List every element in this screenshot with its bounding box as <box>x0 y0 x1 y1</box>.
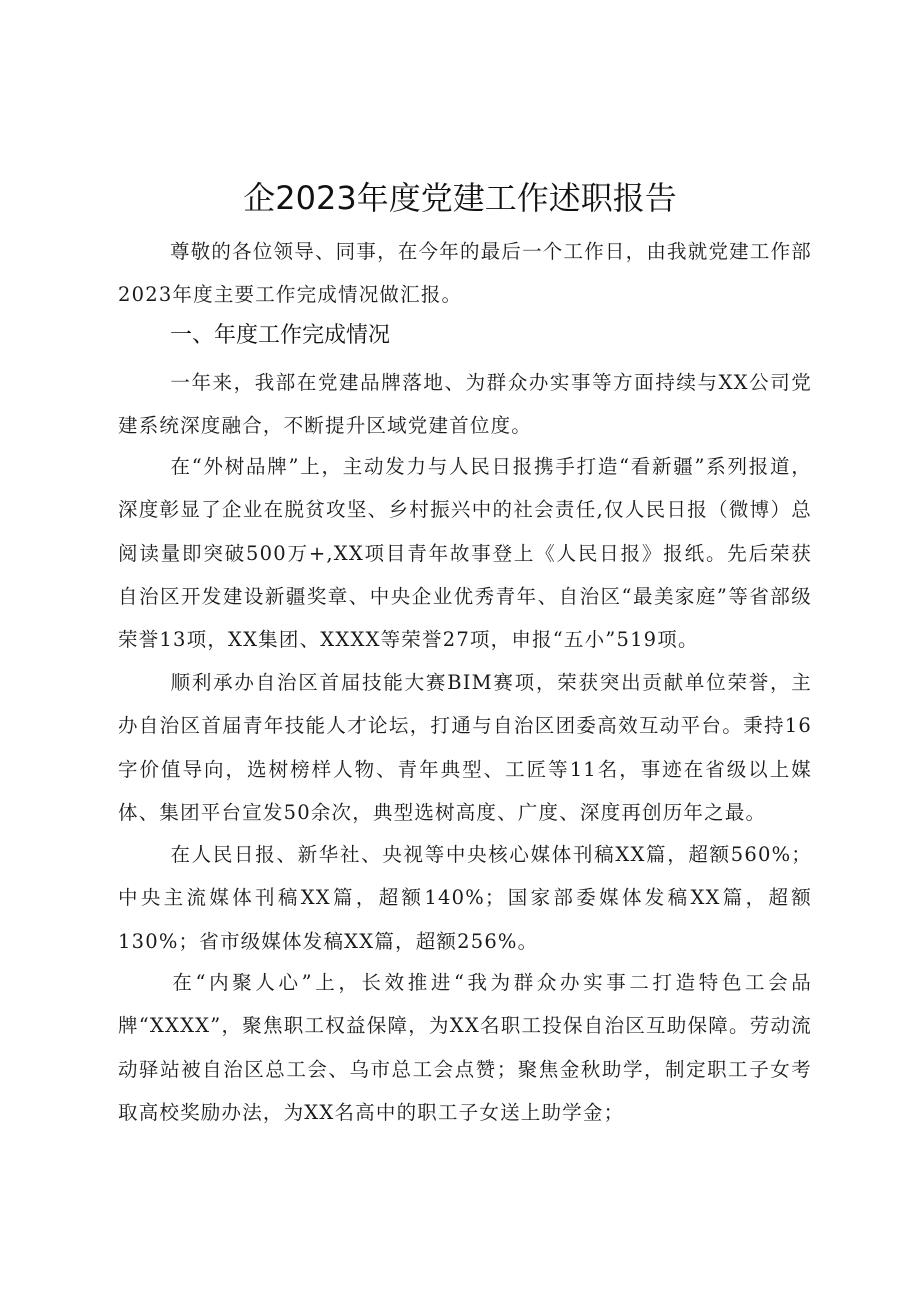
intro-paragraph <box>118 230 812 317</box>
intro-text: 尊敬的各位领导、同事，在今年的最后一个工作日，由我就党建工作部2023年度主要工作完成情况做汇报。 <box>118 240 812 307</box>
body-paragraph <box>118 361 812 448</box>
body-paragraph <box>118 661 812 834</box>
paragraph-text: 在“外树品牌”上，主动发力与人民日报携手打造“看新疆”系列报道，深度彰显了企业在脱贫攻坚、乡村振兴中的社会责任,仅人民日报（微博）总阅读量即突破500万+,XX项目青年故事登上《人民日报》报纸。先后荣获自治区开发建设新疆奖章、中央企业优秀青年、自治区“最美家庭”等省部级荣誉13项，XX集团、XXXX等荣誉27项，申报“五小”519项。 <box>118 455 812 652</box>
body-paragraph <box>118 833 812 963</box>
document-title: 企2023年度党建工作述职报告 <box>243 179 677 217</box>
paragraph-text: 顺利承办自治区首届技能大赛BIM赛项，荣获突出贡献单位荣誉，主办自治区首届青年技能人才论坛，打通与自治区团委高效互动平台。秉持16字价值导向，选树榜样人物、青年典型、工匠等11名，事迹在省级以上媒体、集团平台宣发50余次，典型选树高度、广度、深度再创历年之最。 <box>118 671 812 824</box>
paragraph-text: 在人民日报、新华社、央视等中央核心媒体刊稿XX篇，超额560%；中央主流媒体刊稿XX篇，超额140%；国家部委媒体发稿XX篇，超额130%；省市级媒体发稿XX篇，超额256%。 <box>118 843 812 953</box>
section-heading: 一、年度工作完成情况 <box>170 323 391 348</box>
body-paragraph <box>118 445 812 661</box>
body-paragraph <box>118 961 812 1134</box>
paragraph-text: 一年来，我部在党建品牌落地、为群众办实事等方面持续与XX公司党建系统深度融合，不断提升区域党建首位度。 <box>118 371 812 438</box>
paragraph-text: 在“内聚人心”上，长效推进“我为群众办实事二打造特色工会品牌“XXXX”，聚焦职工权益保障，为XX名职工投保自治区互助保障。劳动流动驿站被自治区总工会、乌市总工会点赞；聚焦金秋助学，制定职工子女考取高校奖励办法，为XX名高中的职工子女送上助学金； <box>118 971 812 1124</box>
